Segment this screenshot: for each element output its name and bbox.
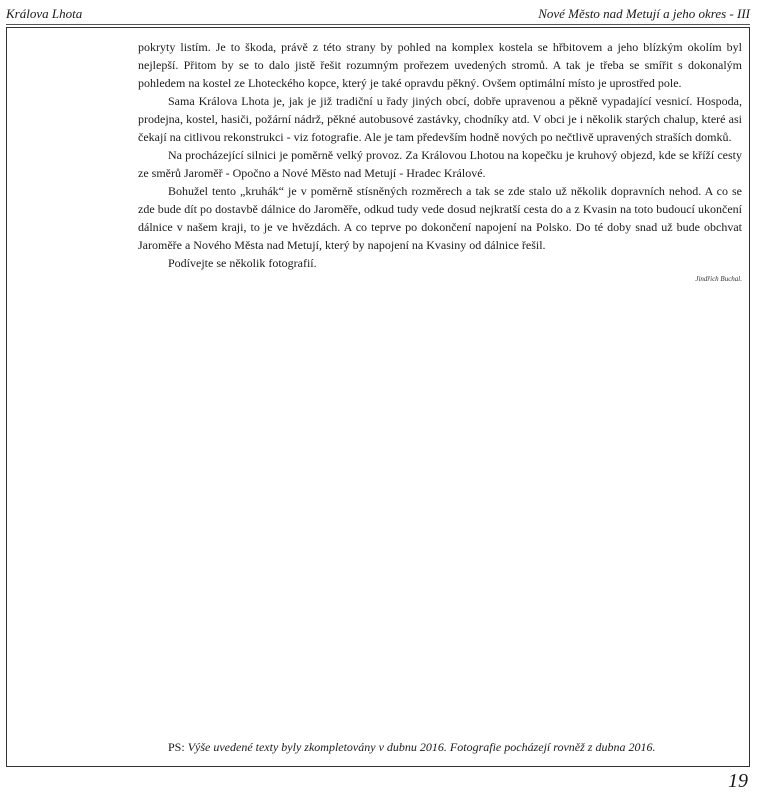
postscript-note — [168, 740, 655, 755]
article-paragraph: Bohužel tento „kruhák“ je v poměrně stísněných rozměrech a tak se zde stalo už několik dopravních nehod. A co se zde bude dít po dostavbě dálnice do Jaroměře, odkud tudy vede dosud nejkratší cesta do a z Kvasin na toto budoucí ukončení dálnice v našem kraji, to je ve hvězdách. A co teprve po dokončení napojení na Polsko. Do té doby snad už bude obchvat Jaroměře a Nového Města nad Metují, který by napojení na Kvasiny od dálnice řešil. — [138, 184, 742, 252]
running-header — [6, 6, 750, 25]
article-paragraph: pokryty listím. Je to škoda, právě z této strany by pohled na komplex kostela se hřbitovem a jeho blízkým okolím byl nejlepší. Přitom by se to dalo jistě řešit rozumným prořezem uvedených stromů. A tak je třeba se smířit s dokonalým pohledem na kostel ze Lhoteckého kopce, který je také opravdu pěkný. Ovšem optimální místo je uprostřed pole. — [138, 40, 742, 90]
page-number: 19 — [728, 770, 748, 792]
article-paragraph: Podívejte se několik fotografií. — [168, 256, 317, 270]
header-publication-title: Nové Město nad Metují a jeho okres - III — [538, 6, 750, 21]
header-section-title: Králova Lhota — [6, 6, 83, 21]
postscript-label: PS: — [168, 740, 188, 754]
content-frame — [6, 27, 750, 767]
author-signature: Jindřich Buchal. — [695, 275, 742, 283]
article-paragraph: Sama Králova Lhota je, jak je již tradiční u řady jiných obcí, dobře upravenou a pěkně vypadající vesnicí. Hospoda, prodejna, kostel, hasiči, požární nádrž, pěkné autobusové zastávky, chodníky atd. V obci je i několik starých chalup, které asi čekají na citlivou rekonstrukci - viz fotografie. Ale je tam především hodně nových po nečtlivě upravených straších domků. — [138, 94, 742, 144]
postscript-text: Výše uvedené texty byly zkompletovány v dubnu 2016. Fotografie pocházejí rovněž z dubna 2016. — [187, 740, 656, 754]
article-body — [138, 38, 742, 284]
article-paragraph: Na procházející silnici je poměrně velký provoz. Za Královou Lhotou na kopečku je kruhový objezd, kde se kříží cesty ze směrů Jaroměř - Opočno a Nové Město nad Metují - Hradec Králové. — [138, 148, 742, 180]
